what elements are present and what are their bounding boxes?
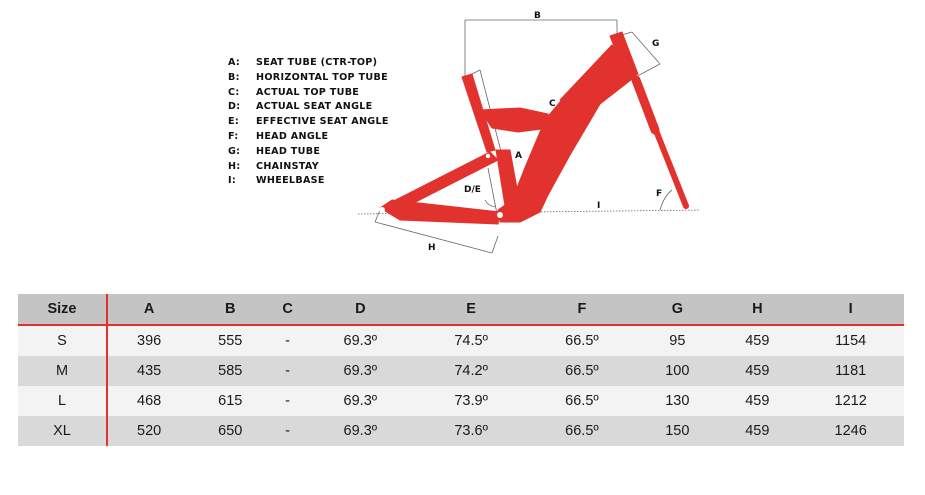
cell: 1154 <box>797 325 904 356</box>
cell: 459 <box>717 416 797 446</box>
legend-item <box>228 145 389 160</box>
label-b: B <box>534 11 541 21</box>
cell: 66.5º <box>527 325 638 356</box>
table-header-row <box>18 294 904 325</box>
legend-text: WHEELBASE <box>256 175 325 187</box>
header-h: H <box>717 294 797 325</box>
header-b: B <box>190 294 270 325</box>
legend-key: D: <box>228 101 241 113</box>
table-row <box>18 386 904 416</box>
legend-text: EFFECTIVE SEAT ANGLE <box>256 116 389 128</box>
cell: 130 <box>637 386 717 416</box>
legend-item <box>228 71 389 86</box>
header-c: C <box>270 294 305 325</box>
cell: 150 <box>637 416 717 446</box>
header-size: Size <box>18 294 107 325</box>
legend-key: H: <box>228 160 241 172</box>
legend-key: G: <box>228 145 241 157</box>
cell: 69.3º <box>305 325 416 356</box>
legend-text: HEAD TUBE <box>256 145 321 157</box>
label-f: F <box>656 189 663 199</box>
cell: 459 <box>717 325 797 356</box>
cell: 650 <box>190 416 270 446</box>
legend-key: A: <box>228 57 241 68</box>
cell: 66.5º <box>527 356 638 386</box>
label-g: G <box>652 39 660 49</box>
fork <box>636 80 686 206</box>
label-c: C <box>549 99 556 109</box>
cell: 74.5º <box>416 325 527 356</box>
cell: - <box>270 416 305 446</box>
legend-text: ACTUAL SEAT ANGLE <box>256 101 373 113</box>
table-row <box>18 325 904 356</box>
cell: 74.2º <box>416 356 527 386</box>
cell: 459 <box>717 386 797 416</box>
legend-key: B: <box>228 71 240 83</box>
cell: 585 <box>190 356 270 386</box>
cell: 100 <box>637 356 717 386</box>
legend-key: I: <box>228 175 237 187</box>
cell-size: S <box>18 325 107 356</box>
legend-text: HORIZONTAL TOP TUBE <box>256 71 388 83</box>
legend-item <box>228 86 389 101</box>
cell: 1212 <box>797 386 904 416</box>
cell: 396 <box>107 325 190 356</box>
legend-text: HEAD ANGLE <box>256 130 329 142</box>
legend-text: SEAT TUBE (CTR-TOP) <box>256 57 378 68</box>
legend-item <box>228 115 389 130</box>
legend <box>228 56 389 189</box>
label-h: H <box>428 243 436 253</box>
header-a: A <box>107 294 190 325</box>
header-e: E <box>416 294 527 325</box>
label-i: I <box>597 201 601 211</box>
header-d: D <box>305 294 416 325</box>
header-f: F <box>527 294 638 325</box>
legend-item <box>228 174 389 189</box>
cell: 69.3º <box>305 386 416 416</box>
cell: - <box>270 386 305 416</box>
cell: 73.6º <box>416 416 527 446</box>
cell: 1246 <box>797 416 904 446</box>
cell: 615 <box>190 386 270 416</box>
cell: - <box>270 356 305 386</box>
legend-key: F: <box>228 130 239 142</box>
legend-item <box>228 56 389 71</box>
cell: 468 <box>107 386 190 416</box>
legend-key: E: <box>228 116 239 128</box>
cell: 459 <box>717 356 797 386</box>
cell: 1181 <box>797 356 904 386</box>
table-row <box>18 356 904 386</box>
legend-text: ACTUAL TOP TUBE <box>256 86 360 98</box>
cell: 520 <box>107 416 190 446</box>
cell: - <box>270 325 305 356</box>
legend-item <box>228 130 389 145</box>
table-row <box>18 416 904 446</box>
cell-size: XL <box>18 416 107 446</box>
legend-text: CHAINSTAY <box>256 160 319 172</box>
cell: 69.3º <box>305 356 416 386</box>
cell: 73.9º <box>416 386 527 416</box>
cell: 69.3º <box>305 416 416 446</box>
cell: 435 <box>107 356 190 386</box>
cell: 66.5º <box>527 416 638 446</box>
cell-size: L <box>18 386 107 416</box>
header-i: I <box>797 294 904 325</box>
cell: 555 <box>190 325 270 356</box>
label-a: A <box>515 151 522 161</box>
label-de: D/E <box>464 185 481 195</box>
cell-size: M <box>18 356 107 386</box>
legend-item <box>228 100 389 115</box>
frame-shape <box>380 32 638 224</box>
legend-key: C: <box>228 86 240 98</box>
cell: 95 <box>637 325 717 356</box>
header-g: G <box>637 294 717 325</box>
legend-item <box>228 160 389 175</box>
geometry-table <box>18 294 904 446</box>
cell: 66.5º <box>527 386 638 416</box>
